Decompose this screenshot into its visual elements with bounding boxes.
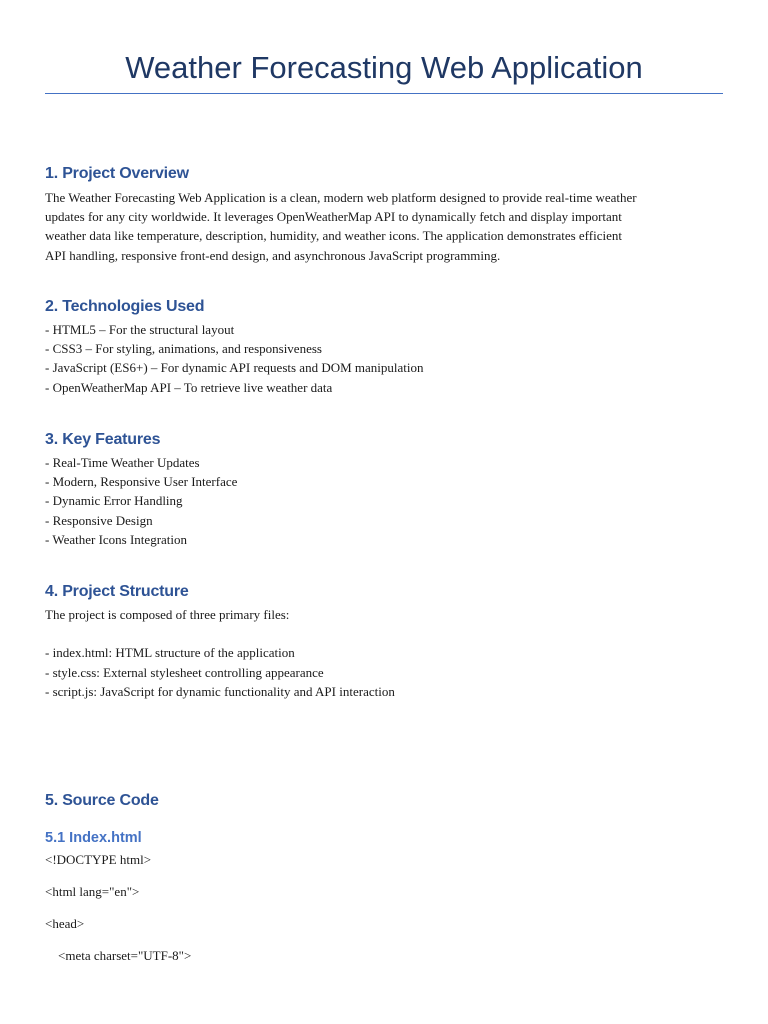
- technologies-list: [45, 320, 735, 397]
- list-item: - Dynamic Error Handling: [45, 493, 183, 509]
- code-line: <html lang="en">: [45, 884, 140, 899]
- section-key-features: [45, 430, 735, 549]
- overview-line: The Weather Forecasting Web Application is a clean, modern web platform designed to provide real-time weather: [45, 190, 637, 205]
- section-project-overview: [45, 164, 735, 265]
- title-underline: [45, 93, 723, 94]
- section-heading-features: 3. Key Features: [45, 431, 161, 448]
- list-item: - Real-Time Weather Updates: [45, 455, 200, 470]
- list-item: - index.html: HTML structure of the application: [45, 645, 295, 661]
- section-heading-source: 5. Source Code: [45, 792, 159, 809]
- structure-body: [45, 605, 735, 701]
- overview-line: API handling, responsive front-end design, and asynchronous JavaScript programming.: [45, 247, 501, 263]
- overview-line: weather data like temperature, description, humidity, and weather icons. The application demonstrates efficient: [45, 228, 622, 244]
- list-item: - Modern, Responsive User Interface: [45, 474, 238, 490]
- section-heading-technologies: 2. Technologies Used: [45, 298, 205, 315]
- list-item: - OpenWeatherMap API – To retrieve live weather data: [45, 379, 333, 395]
- blank-line: [45, 624, 735, 643]
- code-line: <head>: [45, 916, 85, 931]
- overview-line: updates for any city worldwide. It leverages OpenWeatherMap API to dynamically fetch and display important: [45, 209, 622, 225]
- code-line: <!DOCTYPE html>: [45, 852, 152, 867]
- document-title: Weather Forecasting Web Application: [125, 50, 643, 85]
- subsection-index-html: [45, 828, 735, 848]
- section-heading-structure: 4. Project Structure: [45, 583, 189, 600]
- structure-intro: The project is composed of three primary files:: [45, 607, 290, 622]
- features-list: [45, 453, 735, 549]
- subsection-heading-index: 5.1 Index.html: [45, 830, 142, 846]
- section-technologies: [45, 297, 735, 397]
- section-heading-overview: 1. Project Overview: [45, 165, 189, 182]
- list-item: - Responsive Design: [45, 512, 153, 528]
- overview-paragraph: [45, 188, 735, 265]
- section-project-structure: [45, 582, 735, 701]
- list-item: - Weather Icons Integration: [45, 531, 188, 547]
- list-item: - script.js: JavaScript for dynamic functionality and API interaction: [45, 683, 395, 699]
- code-line: <meta charset="UTF-8">: [45, 948, 192, 963]
- section-source-code: [45, 791, 735, 811]
- list-item: - CSS3 – For styling, animations, and responsiveness: [45, 341, 322, 357]
- list-item: - HTML5 – For the structural layout: [45, 322, 235, 337]
- list-item: - JavaScript (ES6+) – For dynamic API requests and DOM manipulation: [45, 360, 424, 376]
- list-item: - style.css: External stylesheet controlling appearance: [45, 664, 324, 680]
